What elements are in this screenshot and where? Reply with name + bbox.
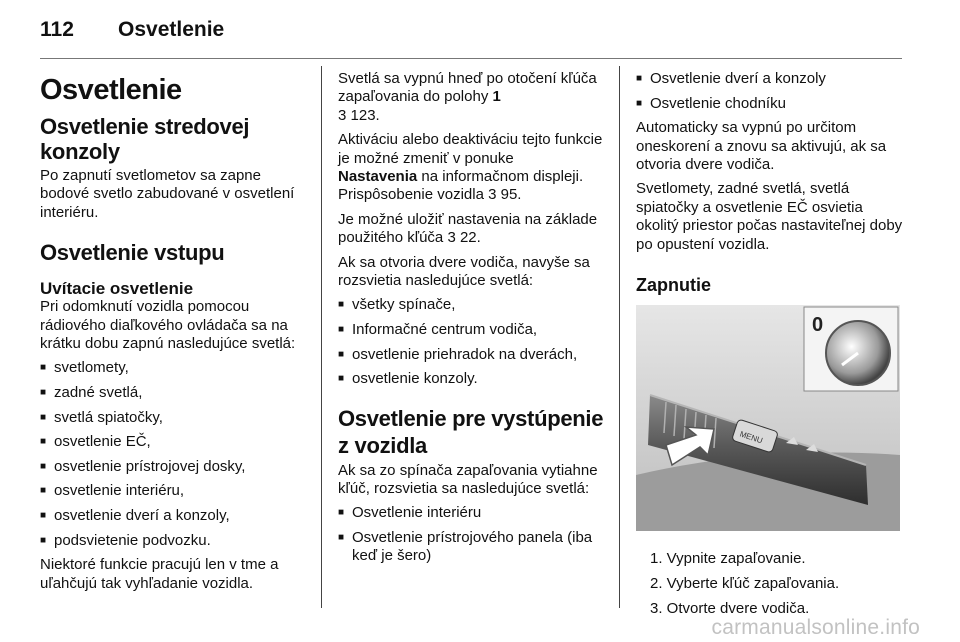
column-1 [40,70,312,599]
section-heading-exit: Osvetlenie pre vystúpenie z vozidla [338,405,604,458]
list-item: ■ osvetlenie priehradok na dverách, [338,346,610,364]
key-memory-text: Je možné uložiť nastavenia na základe použitého kľúča 3 22. [338,210,598,247]
switch-off-text [338,70,610,125]
settings-menu-name: Nastavenia [338,168,418,186]
console-text: Po zapnutí svetlometov sa zapne bodové svetlo zabudované v osvetlení interiéru. [40,167,295,221]
welcome-list [40,359,312,550]
list-item: ■ osvetlenie interiéru, [40,482,312,500]
section-heading-entry: Osvetlenie vstupu [40,240,225,266]
position-value: 1 [492,88,501,106]
menu-button-label: MENU [738,429,764,446]
column-3 [636,70,908,624]
list-item: ■ všetky spínače, [338,296,610,314]
header-rule [40,58,902,59]
list-item: ■ osvetlenie konzoly. [338,370,610,388]
section-heading-activation: Zapnutie [636,275,711,296]
main-heading: Osvetlenie [40,74,182,106]
list-item: ■ svetlá spiatočky, [40,409,312,427]
section-heading-console: Osvetlenie stredovej konzoly [40,114,250,164]
watermark: carmanualsonline.info [711,616,920,639]
subheading-welcome: Uvítacie osvetlenie [40,279,194,299]
settings-text [338,131,610,205]
list-item: ■ osvetlenie EČ, [40,433,312,451]
column-divider-2 [619,66,620,608]
activation-steps [636,550,908,618]
exit-list-continued [636,70,908,113]
auto-off-text: Automaticky sa vypnú po určitom oneskorení a znovu sa aktivujú, ak sa otvoria dvere vodiča. [636,119,887,173]
light-switch-illustration [636,305,900,531]
driver-door-text: Ak sa otvoria dvere vodiča, navyše sa rozsvietia nasledujúce svetlá: [338,253,590,290]
exit-lighting-text: Svetlomety, zadné svetlá, svetlá spiatočky a osvetlenie EČ osvietia okolitý priestor počas nastaviteľnej doby po opustení vozidla. [636,180,903,253]
step-item: 2. Vyberte kľúč zapaľovania. [650,575,840,593]
page-reference: 3 123. [338,106,380,124]
switch-off-text-main: Svetlá sa vypnú hneď po otočení kľúča zapaľovania do polohy [338,70,597,106]
settings-text-a: Aktiváciu alebo deaktiváciu tejto funkcie je možné zmeniť v ponuke [338,131,603,167]
welcome-footer: Niektoré funkcie pracujú len v tme a uľahčujú tak vyhľadanie vozidla. [40,556,279,592]
step-item: 1. Vypnite zapaľovanie. [650,550,806,568]
column-2 [338,70,610,572]
step-item: 3. Otvorte dvere vodiča. [650,599,810,617]
dial-position-label: 0 [812,314,824,337]
list-item: ■ Osvetlenie chodníku [636,95,908,113]
page-number: 112 [40,18,74,41]
list-item: ■ Informačné centrum vodiča, [338,321,610,339]
exit-intro: Ak sa zo spínača zapaľovania vytiahne kľúč, rozsvietia sa nasledujúce svetlá: [338,461,598,498]
list-item: ■ svetlomety, [40,359,312,377]
list-item: ■ osvetlenie dverí a konzoly, [40,507,312,525]
list-item: ■ Osvetlenie dverí a konzoly [636,70,908,88]
list-item: ■ osvetlenie prístrojovej dosky, [40,458,312,476]
list-item: ■ podsvietenie podvozku. [40,532,312,550]
welcome-intro: Pri odomknutí vozidla pomocou rádiového diaľkového ovládača sa na krátku dobu zapnú nasledujúce svetlá: [40,298,296,353]
list-item: ■ Osvetlenie interiéru [338,504,610,522]
driver-door-list [338,296,610,388]
settings-text-b: na informačnom displeji. Prispôsobenie vozidla 3 95. [338,168,584,204]
exit-list [338,504,610,565]
inset-dial [804,307,898,391]
column-divider-1 [321,66,322,608]
header-title: Osvetlenie [118,18,225,41]
list-item: ■ zadné svetlá, [40,384,312,402]
list-item: ■ Osvetlenie prístrojového panela (iba keď je šero) [338,529,610,566]
